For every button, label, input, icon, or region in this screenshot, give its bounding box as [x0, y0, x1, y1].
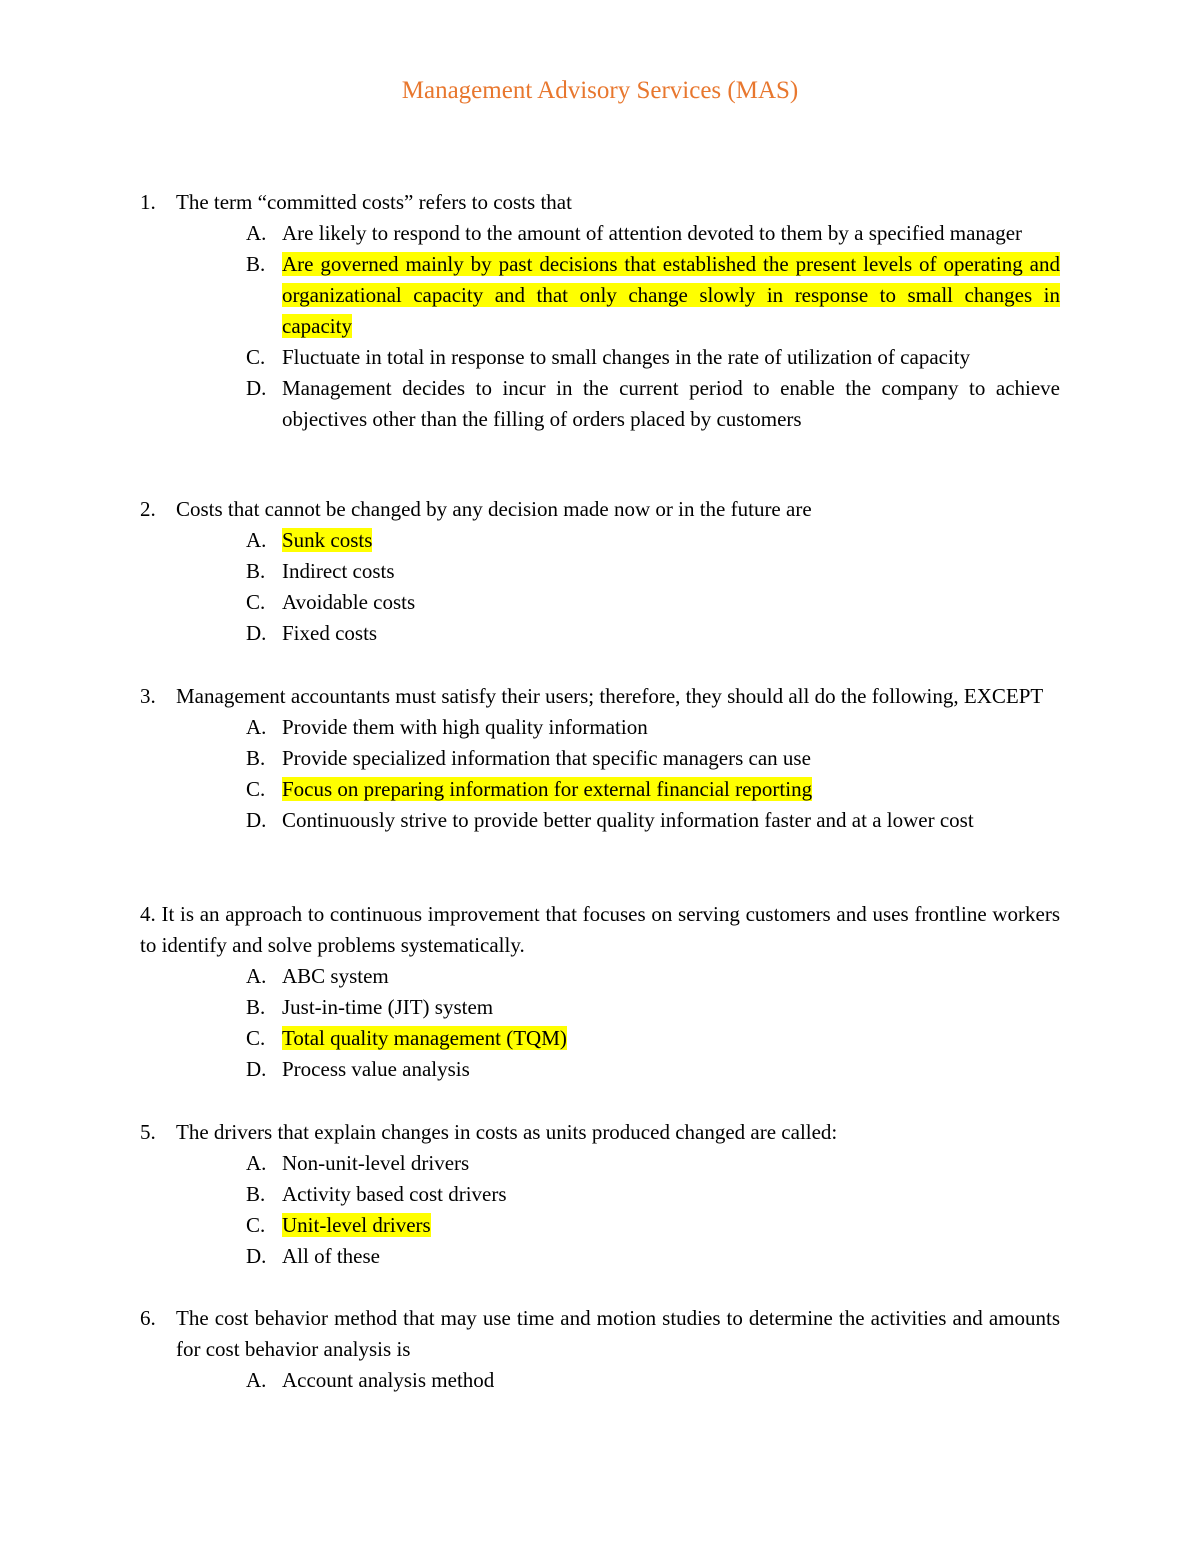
option-letter: C. [246, 590, 266, 614]
option-letter: B. [246, 559, 266, 583]
option-text-highlighted: Focus on preparing information for external financial reporting [282, 777, 813, 801]
option-text: Fluctuate in total in response to small changes in the rate of utilization of capacity [282, 345, 971, 369]
question-5 [140, 1117, 1060, 1272]
question-text: The term “committed costs” refers to costs that [176, 190, 572, 214]
option-letter: D. [246, 376, 267, 400]
question-3 [140, 681, 1060, 836]
question-text: The cost behavior method that may use time and motion studies to determine the activities and amounts for cost behavior analysis is [176, 1306, 1060, 1361]
option-a [246, 525, 1060, 556]
option-list [140, 525, 1060, 649]
option-a [246, 961, 1060, 992]
option-b [246, 1179, 1060, 1210]
option-text: Account analysis method [282, 1368, 495, 1392]
option-letter: B. [246, 995, 266, 1019]
question-text: Management accountants must satisfy their users; therefore, they should all do the following, EXCEPT [176, 684, 1044, 708]
option-text: Non-unit-level drivers [282, 1151, 470, 1175]
option-text-highlighted: Unit-level drivers [282, 1213, 431, 1237]
option-text: Activity based cost drivers [282, 1182, 507, 1206]
question-number: 6. [140, 1306, 156, 1330]
option-b [246, 249, 1060, 342]
question-1 [140, 187, 1060, 435]
question-number: 5. [140, 1120, 156, 1144]
option-letter: D. [246, 808, 267, 832]
question-text: The drivers that explain changes in costs as units produced changed are called: [176, 1120, 838, 1144]
option-a [246, 712, 1060, 743]
option-b [246, 992, 1060, 1023]
option-letter: A. [246, 221, 267, 245]
option-text: Fixed costs [282, 621, 378, 645]
option-text: Just-in-time (JIT) system [282, 995, 494, 1019]
option-c [246, 774, 1060, 805]
question-number: 3. [140, 684, 156, 708]
option-text: ABC system [282, 964, 389, 988]
option-letter: D. [246, 1244, 267, 1268]
option-letter: B. [246, 1182, 266, 1206]
question-number: 2. [140, 497, 156, 521]
option-c [246, 1210, 1060, 1241]
option-text: Avoidable costs [282, 590, 416, 614]
option-list [140, 1365, 1060, 1396]
option-list [140, 1148, 1060, 1272]
option-text-highlighted: Are governed mainly by past decisions that established the present levels of operating and organizational capacity and that only change slowly in response to small changes in capacity [282, 252, 1060, 338]
option-d [246, 618, 1060, 649]
option-letter: A. [246, 715, 267, 739]
option-text: Indirect costs [282, 559, 395, 583]
option-letter: D. [246, 1057, 267, 1081]
option-letter: A. [246, 964, 267, 988]
option-letter: B. [246, 252, 266, 276]
option-d [246, 373, 1060, 435]
option-list [140, 712, 1060, 836]
option-c [246, 342, 1060, 373]
option-c [246, 1023, 1060, 1054]
question-6 [140, 1303, 1060, 1396]
option-d [246, 1054, 1060, 1085]
option-text: Are likely to respond to the amount of attention devoted to them by a specified manager [282, 221, 1023, 245]
option-letter: C. [246, 1026, 266, 1050]
option-text-highlighted: Sunk costs [282, 528, 373, 552]
option-text: Management decides to incur in the current period to enable the company to achieve objectives other than the filling of orders placed by customers [282, 376, 1060, 431]
option-text: Continuously strive to provide better quality information faster and at a lower cost [282, 808, 974, 832]
option-b [246, 743, 1060, 774]
option-text: Process value analysis [282, 1057, 470, 1081]
question-4 [140, 899, 1060, 1085]
option-letter: A. [246, 1368, 267, 1392]
option-text: All of these [282, 1244, 380, 1268]
option-a [246, 218, 1060, 249]
option-letter: B. [246, 746, 266, 770]
question-2 [140, 494, 1060, 649]
option-d [246, 805, 1060, 836]
option-list [140, 218, 1060, 435]
option-letter: A. [246, 1151, 267, 1175]
option-a [246, 1148, 1060, 1179]
option-text: Provide specialized information that specific managers can use [282, 746, 811, 770]
question-text: 4. It is an approach to continuous improvement that focuses on serving customers and uses frontline workers to identify and solve problems systematically. [140, 902, 1060, 957]
option-list [140, 961, 1060, 1085]
option-letter: D. [246, 621, 267, 645]
option-letter: A. [246, 528, 267, 552]
option-text-highlighted: Total quality management (TQM) [282, 1026, 567, 1050]
option-text: Provide them with high quality information [282, 715, 648, 739]
question-text: Costs that cannot be changed by any decision made now or in the future are [176, 497, 812, 521]
option-letter: C. [246, 345, 266, 369]
option-a [246, 1365, 1060, 1396]
option-letter: C. [246, 777, 266, 801]
question-number: 1. [140, 190, 156, 214]
page-title: Management Advisory Services (MAS) [401, 77, 799, 104]
option-d [246, 1241, 1060, 1272]
option-b [246, 556, 1060, 587]
option-c [246, 587, 1060, 618]
option-letter: C. [246, 1213, 266, 1237]
